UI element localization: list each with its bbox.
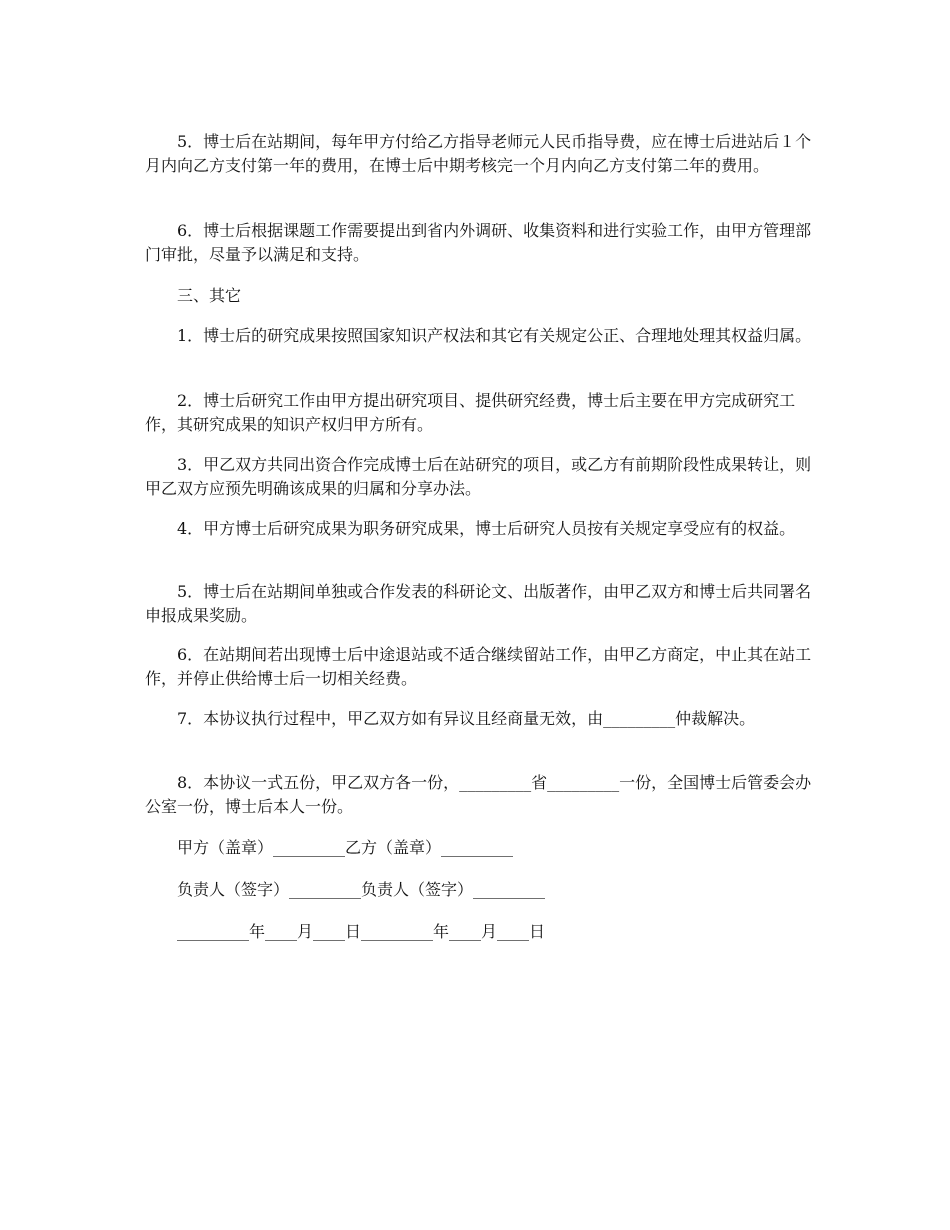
seal-line: 甲方（盖章）_________乙方（盖章）_________ [177,838,514,857]
other-item-2: 2．博士后研究工作由甲方提出研究项目、提供研究经费，博士后主要在甲方完成研究工作，其研究成果的知识产权归甲方所有。 [145,391,796,434]
date-line: _________年____月____日_________年____月____日 [177,922,546,941]
paragraph-6: 6．博士后根据课题工作需要提出到省内外调研、收集资料和进行实验工作，由甲方管理部门审批，尽量予以满足和支持。 [145,221,812,264]
other-item-5: 5．博士后在站期间单独或合作发表的科研论文、出版著作，由甲乙双方和博士后共同署名申报成果奖励。 [145,582,812,625]
other-item-6: 6．在站期间若出现博士后中途退站或不适合继续留站工作，由甲乙方商定，中止其在站工作，并停止供给博士后一切相关经费。 [145,645,812,688]
signer-line: 负责人（签字）_________负责人（签字）_________ [177,880,546,899]
other-item-1: 1．博士后的研究成果按照国家知识产权法和其它有关规定公正、合理地处理其权益归属。 [177,326,812,345]
other-item-7: 7．本协议执行过程中，甲乙双方如有异议且经商量无效，由_________仲裁解决。 [177,709,756,728]
other-item-3: 3．甲乙双方共同出资合作完成博士后在站研究的项目，或乙方有前期阶段性成果转让，则甲乙双方应预先明确该成果的归属和分享办法。 [145,455,812,498]
other-item-4: 4．甲方博士后研究成果为职务研究成果，博士后研究人员按有关规定享受应有的权益。 [177,519,796,538]
other-item-8: 8．本协议一式五份，甲乙双方各一份，_________省_________一份，全国博士后管委会办公室一份，博士后本人一份。 [145,773,812,816]
section-heading: 三、其它 [177,286,242,305]
paragraph-5: 5．博士后在站期间，每年甲方付给乙方指导老师元人民币指导费，应在博士后进站后１个月内向乙方支付第一年的费用，在博士后中期考核完一个月内向乙方支付第二年的费用。 [145,132,812,175]
